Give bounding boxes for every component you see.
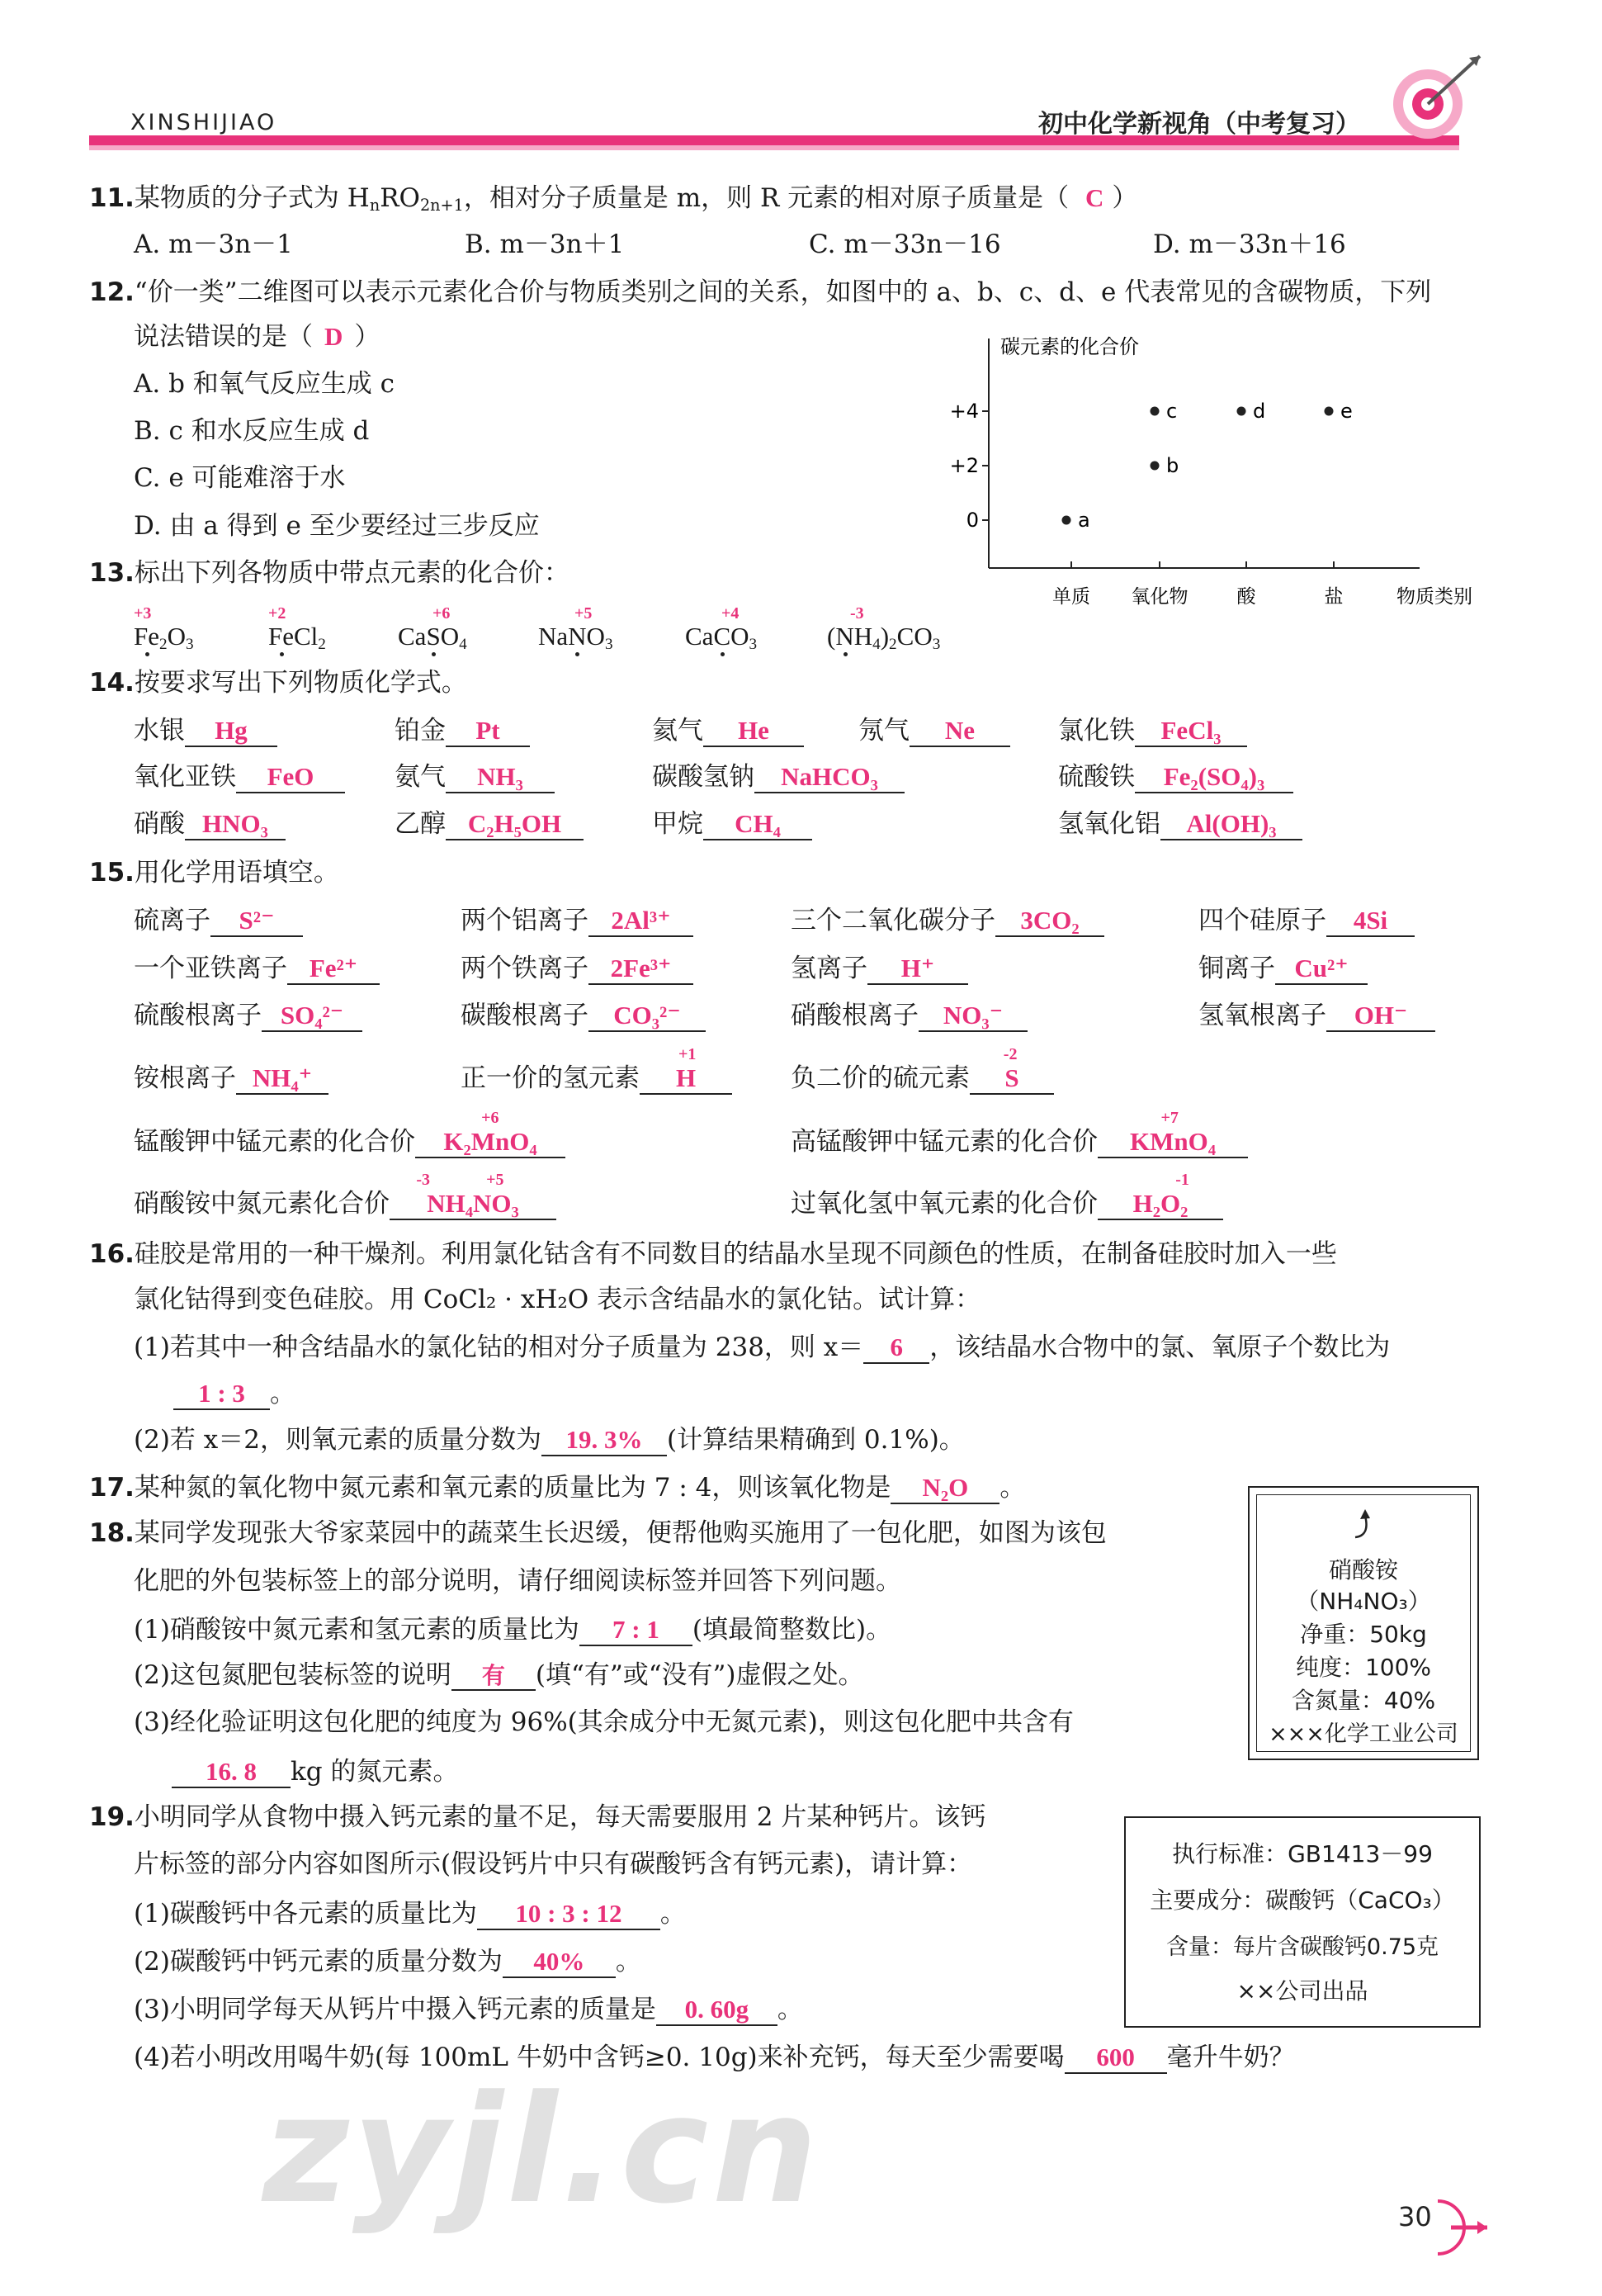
q15-answer: S -2 [970,1063,1054,1095]
q14-item [652,762,905,793]
fertilizer-nitrogen: 含氮量：40% [1291,1687,1436,1714]
q14-label: 硝酸 [134,809,185,839]
q14-item [134,716,277,747]
fertilizer-label [1248,1486,1479,1760]
q13-part: N [568,622,587,651]
q15-answer: S²⁻ [210,906,303,937]
q14-item [1058,762,1293,793]
q15-answer: 2Fe³⁺ [588,954,693,985]
q14-item [1058,809,1302,840]
q16-part2: (2)若 x＝2，则氧元素的质量分数为 19. 3% (计算结果精确到 0.1%)。 [134,1425,965,1455]
q13-part: CO [896,622,933,651]
q15-answer: H₂O₂ -1 [1098,1189,1223,1220]
q19-part4: (4)若小明改用喝牛奶(每 100mL 牛奶中含钙≥0. 10g)来补充钙，每天至少需要喝 600 毫升牛奶？ [134,2043,1295,2072]
q15-answer: NH₄⁺ [236,1063,328,1095]
page-number: 30 [1398,2201,1432,2232]
q15-item [461,906,693,937]
q13-formula [134,604,194,653]
q13-valence: +6 [432,604,451,623]
q14-label: 氖气 [858,716,910,746]
q15-item [791,1109,1248,1158]
q15-answer: NO₃⁻ [919,1001,1028,1032]
header-bar-light [89,145,1459,150]
q13-part: Na [538,622,569,651]
q14-label: 氦气 [652,716,703,746]
q14-answer: Al(OH)₃ [1160,809,1302,840]
watermark: zyjl.cn [262,2064,821,2237]
q15-item [1198,954,1368,985]
point-label-d: d [1253,400,1266,423]
q18-part3: (3)经化验证明这包化肥的纯度为 96%(其余成分中无氮元素)，则这包化肥中共含有 [134,1707,1074,1737]
q14-answer: CH₄ [703,809,812,840]
q13-formula [398,604,467,653]
q18-part2: (2)这包氮肥包装标签的说明 有 (填“有”或“没有”)虚假之处。 [134,1660,864,1690]
q15-item [461,1045,732,1095]
chart-title: 碳元素的化合价 [1000,335,1139,358]
point-label-b: b [1166,454,1179,477]
q11-option-d: D. m－33n＋16 [1153,230,1346,259]
hook-arrow-icon [1347,1506,1380,1542]
q15-answer: KMnO₄ +7 [1098,1127,1248,1158]
q13-part: 3 [932,635,941,653]
q18-part3-cont: 16. 8 kg 的氮元素。 [172,1757,458,1788]
q18-answer-fake: 有 [451,1663,536,1691]
q19-answer-volume: 600 [1065,2043,1167,2074]
q15-answer: Cu²⁺ [1275,954,1368,985]
q14-item [134,762,345,793]
q16-part1: (1)若其中一种含结晶水的氯化钴的相对分子质量为 238，则 x＝ 6 ，该结晶水合物中的氯、氧原子个数比为 [134,1333,1391,1362]
q13-formula [685,604,758,653]
q15-label: 硫离子 [134,906,210,935]
calcium-ingredient: 主要成分：碳酸钙（CaCO₃） [1150,1887,1455,1914]
q15-label: 碳酸根离子 [461,1001,588,1030]
q15-answer: Fe²⁺ [287,954,380,985]
q18-answer-mass: 16. 8 [172,1757,291,1788]
q13-part: Fe [134,622,159,651]
q13-part: 3 [186,635,194,653]
q13-formula [538,604,613,653]
q14-answer: FeCl₃ [1135,716,1247,747]
calcium-content: 含量：每片含碳酸钙0.75克 [1165,1934,1439,1960]
q18-line2: 化肥的外包装标签上的部分说明，请仔细阅读标签并回答下列问题。 [134,1566,901,1596]
q13-part: 2 [159,635,168,653]
q15-item [791,1171,1223,1220]
q14-item [1058,716,1247,747]
q13-formula [268,604,326,653]
x-tick-label: 盐 [1324,586,1344,608]
q12-stem-line1: 12.“价一类”二维图可以表示元素化合价与物质类别之间的关系，如图中的 a、b、c、d、e 代表常见的含碳物质，下列 [89,277,1432,307]
q11-stem: 11.某物质的分子式为 $H_nRO_{2n+1}$，相对分子质量是 m，则 R 元素的相对原子质量是（ C ） [89,183,1138,215]
q12-option-a: A. b 和氧气反应生成 c [134,369,395,399]
q15-label: 三个二氧化碳分子 [791,906,995,935]
q15-answer: CO₃²⁻ [588,1001,706,1032]
q18-answer-ratio: 7 : 1 [579,1615,692,1646]
q12-option-d: D. 由 a 得到 e 至少要经过三步反应 [134,511,540,541]
q15-label: 负二价的硫元素 [791,1063,970,1093]
q11-option-a: A. m－3n－1 [134,230,293,259]
q16-line1: 16.硅胶是常用的一种干燥剂。利用氯化钴含有不同数目的结晶水呈现不同颜色的性质，在制备硅胶时加入一些 [89,1239,1337,1269]
q14-answer: NaHCO₃ [754,762,905,793]
q15-item [791,1045,1054,1095]
q13-formula [827,604,941,653]
q19-part2: (2)碳酸钙中钙元素的质量分数为 40% 。 [134,1947,641,1976]
q14-item [395,809,584,840]
q13-part: 4 [872,635,881,653]
q15-item [791,906,1104,937]
q13-part: O [167,622,186,651]
q15-label: 氢离子 [791,954,867,983]
q15-answer: OH⁻ [1326,1001,1435,1032]
q12-option-b: B. c 和水反应生成 d [134,416,370,446]
q19-answer-percent: 40% [503,1947,616,1978]
q15-label: 高锰酸钾中锰元素的化合价 [791,1127,1098,1157]
q12-answer: D [324,322,343,351]
q13-part: O [586,622,605,651]
q17-stem: 17.某种氮的氧化物中氮元素和氧元素的质量比为 7 : 4，则该氧化物是 N₂O 。 [89,1473,1026,1503]
point-label-a: a [1078,509,1090,532]
q14-item [652,716,804,747]
q15-item [134,906,303,937]
q13-part: Cl [294,622,319,651]
y-tick-label: +4 [949,400,979,423]
q14-label: 氯化铁 [1058,716,1135,746]
q15-label: 两个铝离子 [461,906,588,935]
q14-answer: C₂H₅OH [446,809,584,840]
q15-label: 氢氧根离子 [1198,1001,1326,1030]
point-label-c: c [1166,400,1178,423]
book-title: 初中化学新视角（中考复习） [1038,110,1360,139]
q15-label: 一个亚铁离子 [134,954,287,983]
y-tick-label: +2 [949,454,979,477]
q16-answer-ratio: 1 : 3 [173,1379,270,1410]
fertilizer-purity: 纯度：100% [1295,1654,1432,1681]
q15-label: 铜离子 [1198,954,1275,983]
q15-item [1198,906,1415,937]
q11-option-b: B. m－3n＋1 [465,230,625,259]
q13-part: ) [880,622,890,651]
q11-answer: C [1085,183,1104,212]
q16-answer-x: 6 [863,1333,929,1364]
q15-label: 铵根离子 [134,1063,236,1093]
q14-answer: He [703,716,804,747]
q15-answer: 3CO₂ [995,906,1104,937]
valence-class-chart [941,330,1502,615]
q15-answer: H⁺ [867,954,968,985]
q12-option-c: C. e 可能难溶于水 [134,463,346,493]
q15-item [461,954,693,985]
q19-part3: (3)小明同学每天从钙片中摄入钙元素的质量是 0. 60g 。 [134,1995,803,2024]
q15-label: 两个铁离子 [461,954,588,983]
q13-part: 3 [604,635,613,653]
q14-item [858,716,1010,747]
q15-label: 硝酸铵中氮元素化合价 [134,1189,390,1219]
x-axis-label: 物质类别 [1396,586,1472,608]
q15-item [461,1001,706,1032]
q13-part: 4 [459,635,467,653]
q15-item [134,1001,362,1032]
q15-valence: +5 [486,1171,504,1189]
q15-item [134,1109,565,1158]
q13-part: Ca [398,622,427,651]
point-d [1237,407,1246,416]
q14-answer: Pt [446,716,530,747]
q15-stem: 15.用化学用语填空。 [89,858,339,888]
q15-answer: 2Al³⁺ [588,906,693,937]
q15-valence: -1 [1175,1171,1189,1189]
target-icon [1366,40,1490,147]
q13-part: Fe [268,622,294,651]
q16-line2: 氯化钴得到变色硅胶。用 CoCl₂ · xH₂O 表示含结晶水的氯化钴。试计算： [134,1285,981,1314]
q15-item [134,1063,328,1095]
q16-answer-percent: 19. 3% [541,1425,667,1456]
q13-part: O [440,622,460,651]
q13-valence: +3 [134,604,152,623]
calcium-standard: 执行标准：GB1413－99 [1172,1840,1433,1868]
q14-item [395,716,530,747]
q15-answer: 4Si [1326,906,1415,937]
q14-answer: NH₃ [446,762,555,793]
q13-part: ( [827,622,836,651]
y-tick-label: 0 [966,509,979,532]
x-tick-label: 单质 [1052,586,1090,608]
q15-answer: NH₄NO₃ -3 +5 [390,1189,556,1220]
q14-answer: Hg [185,716,277,747]
fertilizer-company: ×××化学工业公司 [1269,1721,1458,1747]
q13-part: 2 [889,635,897,653]
q13-valence: +2 [268,604,286,623]
fertilizer-weight: 净重：50kg [1300,1621,1427,1648]
q15-valence: +1 [678,1045,697,1063]
q13-stem: 13.标出下列各物质中带点元素的化合价： [89,558,569,588]
q14-label: 氢氧化铝 [1058,809,1160,839]
fertilizer-name: 硝酸铵 [1328,1556,1398,1584]
q15-valence: +6 [481,1109,499,1127]
q15-valence: +7 [1160,1109,1179,1127]
calcium-label [1124,1816,1481,2028]
page-arrow-icon [1395,2188,1494,2262]
q17-answer: N₂O [891,1473,999,1504]
q13-part: Ca [685,622,714,651]
q14-answer: FeO [236,762,345,793]
q15-answer: K₂MnO₄ +6 [415,1127,565,1158]
q15-valence: -2 [1003,1045,1018,1063]
calcium-maker: ××公司出品 [1236,1977,1368,2005]
q15-item [134,1171,556,1220]
point-a [1062,516,1071,525]
q12-stem-line2: 说法错误的是（ D ） [134,322,380,352]
q13-valence: +5 [574,604,593,623]
q19-answer-mass: 0. 60g [656,1995,777,2026]
q14-answer: Fe₂(SO₄)₃ [1135,762,1293,793]
x-tick-label: 酸 [1236,586,1256,608]
q13-part: 3 [749,635,758,653]
q14-item [395,762,555,793]
q15-label: 四个硅原子 [1198,906,1326,935]
point-e [1325,407,1334,416]
q15-item [1198,1001,1435,1032]
q13-part: N [835,622,854,651]
q19-line1: 19.小明同学从食物中摄入钙元素的量不足，每天需要服用 2 片某种钙片。该钙 [89,1802,986,1832]
q14-label: 硫酸铁 [1058,762,1135,792]
q14-label: 碳酸氢钠 [652,762,754,792]
q14-label: 氨气 [395,762,446,792]
q19-answer-ratio: 10 : 3 : 12 [477,1899,660,1930]
q14-label: 甲烷 [652,809,703,839]
q15-label: 过氧化氢中氧元素的化合价 [791,1189,1098,1219]
q13-part: S [426,622,441,651]
q15-item [134,954,380,985]
q14-label: 乙醇 [395,809,446,839]
q13-part: 2 [318,635,326,653]
q15-answer: SO₄²⁻ [262,1001,362,1032]
q14-label: 铂金 [395,716,446,746]
q14-answer: Ne [910,716,1010,747]
q15-item [791,1001,1028,1032]
q15-label: 硫酸根离子 [134,1001,262,1030]
point-b [1151,462,1160,471]
q15-label: 锰酸钾中锰元素的化合价 [134,1127,415,1157]
q14-item [652,809,812,840]
q14-label: 水银 [134,716,185,746]
q13-part: C [713,622,731,651]
q15-answer: H +1 [640,1063,732,1095]
brand-text: XINSHIJIAO [130,110,277,135]
q18-part1: (1)硝酸铵中氮元素和氢元素的质量比为 7 : 1 (填最简整数比)。 [134,1615,892,1645]
point-c [1151,407,1160,416]
q13-part: H [853,622,873,651]
q13-valence: +4 [721,604,740,623]
q11-option-c: C. m－33n－16 [809,230,1001,259]
q15-label: 正一价的氢元素 [461,1063,640,1093]
q18-line1: 18.某同学发现张大爷家菜园中的蔬菜生长迟缓，便帮他购买施用了一包化肥，如图为该包 [89,1518,1107,1548]
q15-label: 硝酸根离子 [791,1001,919,1030]
q13-part: O [730,622,749,651]
x-tick-label: 氧化物 [1131,586,1189,608]
q16-part1-cont: 1 : 3 。 [173,1379,295,1410]
q14-label: 氧化亚铁 [134,762,236,792]
point-label-e: e [1340,400,1353,423]
q14-answer: HNO₃ [185,809,286,840]
q15-item [791,954,968,985]
fertilizer-formula: （NH₄NO₃） [1296,1588,1431,1615]
q19-part1: (1)碳酸钙中各元素的质量比为 10 : 3 : 12 。 [134,1899,686,1929]
q15-valence: -3 [416,1171,430,1189]
q19-line2: 片标签的部分内容如图所示(假设钙片中只有碳酸钙含有钙元素)，请计算： [134,1849,973,1879]
q14-stem: 14.按要求写出下列物质化学式。 [89,668,467,698]
q13-valence: -3 [850,604,864,623]
q14-item [134,809,286,840]
